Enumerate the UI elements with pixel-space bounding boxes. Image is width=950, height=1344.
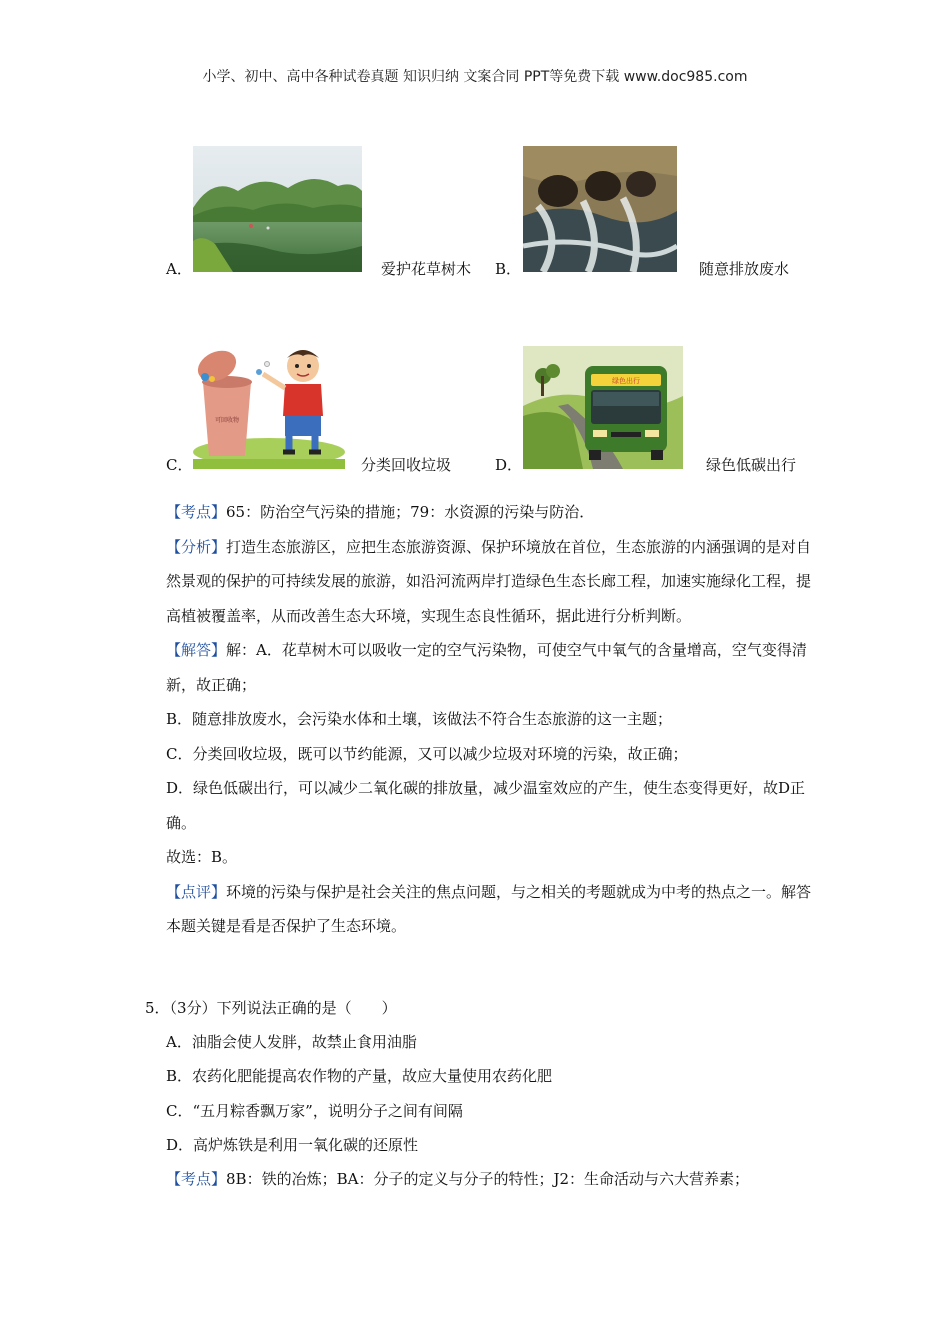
option-b-caption: 随意排放废水 xyxy=(699,260,790,278)
wastewater-pipes-image xyxy=(523,146,677,272)
question-5-stem: 5．（3分）下列说法正确的是（ ） xyxy=(145,999,397,1017)
question-5-option-c: C．“五月粽香飘万家”，说明分子之间有间隔 xyxy=(166,1102,463,1120)
option-c-caption: 分类回收垃圾 xyxy=(361,456,452,474)
bus-sign: 绿色出行 xyxy=(612,377,640,385)
green-bus-image xyxy=(523,346,683,469)
question-5-option-b: B．农药化肥能提高农作物的产量，故应大量使用农药化肥 xyxy=(166,1067,553,1085)
jieda-line-b: B．随意排放废水，会污染水体和土壤，该做法不符合生态旅游的这一主题； xyxy=(166,710,673,728)
question-5-option-a: A．油脂会使人发胖，故禁止食用油脂 xyxy=(166,1033,417,1051)
option-b-letter: B． xyxy=(495,260,522,278)
jieda-line-1: 解：A．花草树木可以吸收一定的空气污染物，可使空气中氧气的含量增高，空气变得清新，故正确； xyxy=(166,641,807,694)
bin-label: 可回收物 xyxy=(214,417,240,424)
fenxi-paragraph xyxy=(166,530,821,634)
option-c-letter: C． xyxy=(166,456,193,474)
dianping-paragraph xyxy=(166,875,821,944)
dianping-text: 环境的污染与保护是社会关注的焦点问题，与之相关的考题就成为中考的热点之一。解答本题关键是看是否保护了生态环境。 xyxy=(166,882,812,935)
question-5-option-d: D．高炉炼铁是利用一氧化碳的还原性 xyxy=(166,1136,419,1154)
option-d-letter: D． xyxy=(495,456,523,474)
option-d-caption: 绿色低碳出行 xyxy=(706,456,797,474)
jieda-tag: 【解答】 xyxy=(166,641,227,659)
lake-park-image xyxy=(193,146,362,272)
kaodian-text: 65：防治空气污染的措施；79：水资源的污染与防治． xyxy=(226,503,595,521)
fenxi-tag: 【分析】 xyxy=(166,537,227,556)
option-a-letter: A． xyxy=(166,260,192,278)
dianping-tag: 【点评】 xyxy=(166,882,227,901)
analysis-section xyxy=(166,495,821,944)
jieda-line-c: C．分类回收垃圾，既可以节约能源，又可以减少垃圾对环境的污染，故正确； xyxy=(166,744,688,763)
q5-kaodian-text: 8B：铁的冶炼；BA：分子的定义与分子的特性；J2：生命活动与六大营养素； xyxy=(226,1170,749,1188)
q5-kaodian-tag: 【考点】 xyxy=(166,1170,227,1188)
jieda-paragraph xyxy=(166,633,821,702)
kaodian-paragraph xyxy=(166,495,821,530)
jieda-line-d: D．绿色低碳出行，可以减少二氧化碳的排放量，减少温室效应的产生，使生态变得更好，故D正确。 xyxy=(166,779,806,832)
kaodian-tag: 【考点】 xyxy=(166,503,227,521)
option-a-caption: 爱护花草树木 xyxy=(381,260,472,278)
page-header: 小学、初中、高中各种试卷真题 知识归纳 文案合同 PPT等免费下载 www.doc985.com xyxy=(202,69,748,85)
jieda-answer: 故选：B。 xyxy=(166,848,238,866)
garbage-sorting-image xyxy=(193,344,345,469)
question-5-kaodian xyxy=(166,1168,826,1189)
fenxi-text: 打造生态旅游区，应把生态旅游资源、保护环境放在首位，生态旅游的内涵强调的是对自然景观的保护的可持续发展的旅游，如沿河流两岸打造绿色生态长廊工程，加速实施绿化工程，提高植被覆盖率，从而改善生态大环境，实现生态良性循环，据此进行分析判断。 xyxy=(166,537,812,625)
